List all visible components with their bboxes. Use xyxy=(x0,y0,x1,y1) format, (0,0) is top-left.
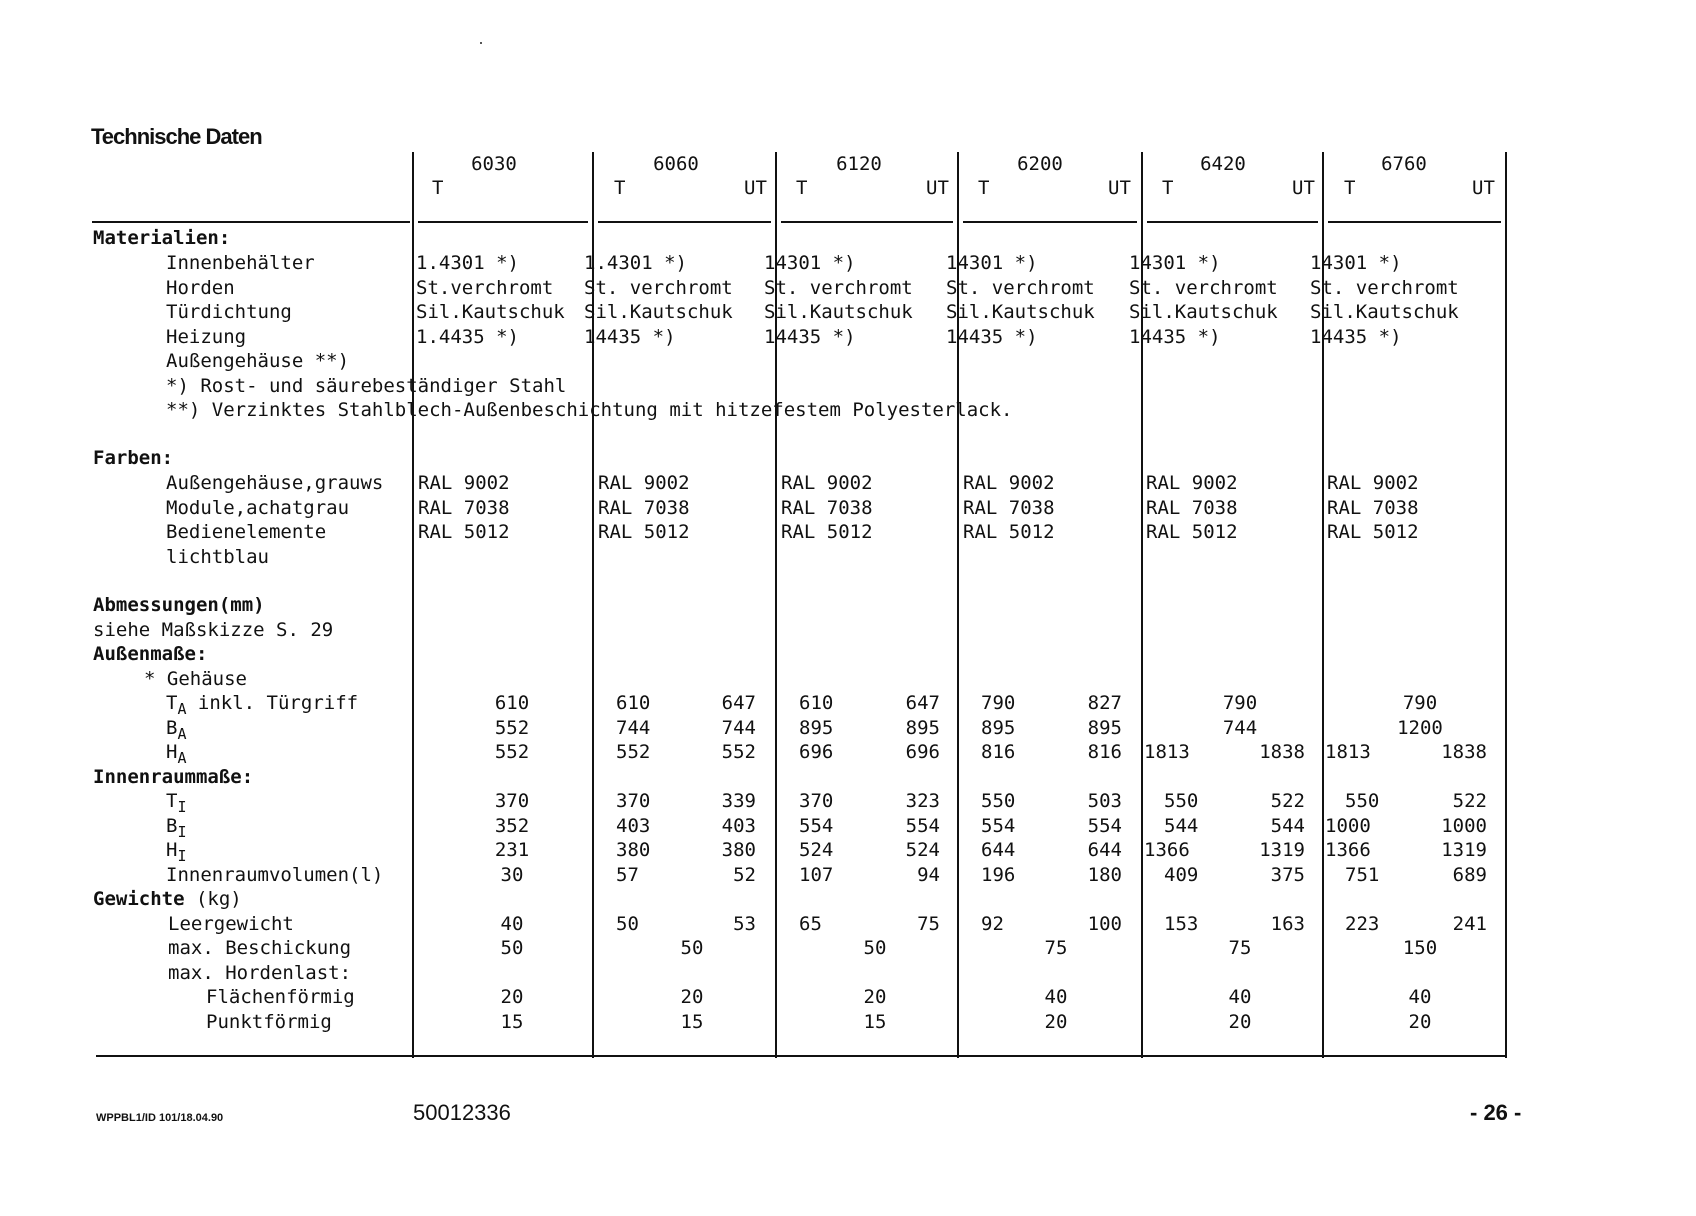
type-t-label: T xyxy=(978,177,990,199)
cell-value-t: 751 xyxy=(1345,863,1380,886)
color-value: RAL 7038 xyxy=(1146,496,1238,519)
subheading-inner: Innenraummaße: xyxy=(93,765,254,788)
row-label-subscript: I xyxy=(177,847,187,865)
color-value: RAL 7038 xyxy=(963,496,1055,519)
material-value: 14435 *) xyxy=(1310,325,1402,348)
table-bottom-rule xyxy=(96,1055,1505,1057)
material-value: 1.4301 *) xyxy=(584,252,687,274)
cell-value-ut: 554 xyxy=(1087,814,1122,837)
footnote-zinc: **) Verzinktes Stahlblech-Außenbeschichtung mit hitzefestem Polyesterlack. xyxy=(166,399,1013,421)
color-value: RAL 9002 xyxy=(963,472,1055,494)
cell-value-t: 895 xyxy=(981,716,1016,739)
color-value: RAL 5012 xyxy=(598,521,690,543)
column-divider xyxy=(412,152,414,1058)
section-heading-materials: Materialien: xyxy=(93,227,231,249)
material-value: 14435 *) xyxy=(584,325,676,348)
type-t-label: T xyxy=(614,177,626,199)
color-value: RAL 5012 xyxy=(1146,521,1238,543)
weights-heading-text: Gewichte xyxy=(93,888,185,910)
row-label-main: T xyxy=(166,790,178,812)
material-value: 14435 *) xyxy=(1129,325,1221,348)
cell-value-t: 790 xyxy=(981,692,1016,714)
cell-value-ut: 524 xyxy=(905,839,940,861)
row-label-subscript: A xyxy=(177,700,187,718)
material-value: St. verchromt xyxy=(1129,276,1278,299)
row-label xyxy=(166,789,186,814)
material-value: St. verchromt xyxy=(946,276,1095,299)
row-label: Bedienelemente xyxy=(166,521,327,543)
cell-value-ut: 100 xyxy=(1087,912,1122,935)
cell-value-ut: 895 xyxy=(1087,716,1122,739)
cell-value-t: 550 xyxy=(1345,790,1380,812)
cell-value: 20 xyxy=(500,986,524,1008)
footnote-stainless: *) Rost- und säurebeständiger Stahl xyxy=(166,374,567,397)
color-value: RAL 7038 xyxy=(598,496,690,519)
cell-value-t: 644 xyxy=(981,839,1016,861)
cell-value-t: 380 xyxy=(616,839,651,861)
header-rule xyxy=(418,221,588,223)
cell-value-ut: 1838 xyxy=(1441,741,1487,763)
cell-value-t: 816 xyxy=(981,741,1016,763)
cell-value-t: 370 xyxy=(799,790,834,812)
header-rule xyxy=(781,221,953,223)
material-value: 14435 *) xyxy=(764,325,856,348)
cell-value-ut: 644 xyxy=(1087,839,1122,861)
cell-value-t: 1366 xyxy=(1325,839,1371,861)
cell-value-ut: 522 xyxy=(1452,790,1487,812)
material-value: Sil.Kautschuk xyxy=(1310,301,1459,323)
color-value: RAL 5012 xyxy=(963,521,1055,543)
cell-value-ut: 163 xyxy=(1270,912,1305,935)
cell-value-t: 554 xyxy=(799,814,834,837)
cell-value-t: 544 xyxy=(1164,814,1199,837)
cell-value-t: 895 xyxy=(799,716,834,739)
row-label xyxy=(166,814,186,839)
header-rule xyxy=(598,221,771,223)
cell-value-ut: 544 xyxy=(1270,814,1305,837)
cell-value-t: 1366 xyxy=(1144,839,1190,861)
cell-value: 75 xyxy=(1044,937,1068,959)
material-value: 14301 *) xyxy=(1129,252,1221,274)
cell-value-ut: 696 xyxy=(905,741,940,763)
header-rule xyxy=(1147,221,1318,223)
section-heading-colors: Farben: xyxy=(93,447,174,469)
cell-value: 552 xyxy=(494,716,530,739)
cell-value-ut: 522 xyxy=(1270,790,1305,812)
cell-value-ut: 1838 xyxy=(1259,741,1305,763)
row-label: Module,achatgrau xyxy=(166,496,350,519)
color-value: RAL 7038 xyxy=(418,496,510,519)
cell-value-ut: 1319 xyxy=(1259,839,1305,861)
type-ut-label: UT xyxy=(926,177,949,199)
cell-value-t: 1813 xyxy=(1325,741,1371,763)
cell-value-t: 107 xyxy=(799,863,834,886)
subheading-outer: Außenmaße: xyxy=(93,643,208,665)
cell-value: 790 xyxy=(1402,692,1438,714)
material-value: St. verchromt xyxy=(584,276,733,299)
color-value: RAL 9002 xyxy=(598,472,690,494)
weights-unit: (kg) xyxy=(184,888,242,910)
cell-value-ut: 1000 xyxy=(1441,814,1487,837)
cell-value-t: 696 xyxy=(799,741,834,763)
row-label-subscript: I xyxy=(177,822,187,841)
row-label-main: Innenraumvolumen(l) xyxy=(166,863,384,886)
model-name: 6120 xyxy=(836,153,882,175)
cell-value-ut: 75 xyxy=(917,912,940,935)
material-value: Sil.Kautschuk xyxy=(946,301,1095,323)
header-rule xyxy=(963,221,1137,223)
document-code: WPPBL1/ID 101/18.04.90 xyxy=(96,1112,224,1124)
cell-value-ut: 380 xyxy=(721,839,756,861)
color-value: RAL 9002 xyxy=(1327,472,1419,494)
type-t-label: T xyxy=(796,177,808,199)
cell-value-ut: 339 xyxy=(721,790,756,812)
cell-value-ut: 503 xyxy=(1087,790,1122,812)
cell-value-ut: 1319 xyxy=(1441,839,1487,861)
color-value: RAL 9002 xyxy=(781,472,873,494)
row-label: Punktförmig xyxy=(206,1010,332,1033)
model-name: 6760 xyxy=(1381,153,1427,175)
cell-value-t: 550 xyxy=(1164,790,1199,812)
model-name: 6420 xyxy=(1200,153,1246,175)
row-label: Außengehäuse **) xyxy=(166,350,350,372)
color-value: RAL 9002 xyxy=(1146,472,1238,494)
cell-value: 15 xyxy=(680,1010,704,1033)
row-label-subscript: I xyxy=(177,798,187,816)
cell-value-t: 744 xyxy=(616,716,651,739)
cell-value: 552 xyxy=(494,741,530,763)
cell-value-ut: 827 xyxy=(1087,692,1122,714)
material-value: St.verchromt xyxy=(416,276,554,299)
material-value: Sil.Kautschuk xyxy=(764,301,913,323)
material-value: 14435 *) xyxy=(946,325,1038,348)
material-value: 14301 *) xyxy=(1310,252,1402,274)
material-value: St. verchromt xyxy=(1310,276,1459,299)
material-value: 1.4301 *) xyxy=(416,252,519,274)
cell-value: 50 xyxy=(500,937,524,959)
cell-value-ut: 180 xyxy=(1087,863,1122,886)
cell-value: 610 xyxy=(494,692,530,714)
type-ut-label: UT xyxy=(1292,177,1315,199)
row-label xyxy=(166,863,383,887)
cell-value-ut: 647 xyxy=(721,692,756,714)
cell-value: 20 xyxy=(1228,1010,1252,1033)
type-ut-label: UT xyxy=(744,177,767,199)
cell-value: 30 xyxy=(500,863,524,886)
row-label xyxy=(166,838,186,863)
cell-value-ut: 552 xyxy=(721,741,756,763)
cell-value: 231 xyxy=(494,839,530,861)
cell-value-t: 223 xyxy=(1345,912,1380,935)
cell-value-t: 65 xyxy=(799,912,822,935)
cell-value-t: 57 xyxy=(616,863,639,886)
cell-value: 50 xyxy=(680,937,704,959)
row-label-main: H xyxy=(166,741,178,763)
row-label: lichtblau xyxy=(166,545,269,568)
cell-value-ut: 403 xyxy=(721,814,756,837)
column-divider xyxy=(1505,152,1507,1058)
document-number: 50012336 xyxy=(413,1100,511,1125)
cell-value: 790 xyxy=(1222,692,1258,714)
dimension-sketch-reference: siehe Maßskizze S. 29 xyxy=(93,618,334,641)
row-label: Türdichtung xyxy=(166,301,292,323)
material-value: Sil.Kautschuk xyxy=(584,301,733,323)
row-label-main: H xyxy=(166,839,178,861)
cell-value-ut: 816 xyxy=(1087,741,1122,763)
cell-value-t: 554 xyxy=(981,814,1016,837)
cell-value-ut: 647 xyxy=(905,692,940,714)
cell-value: 1200 xyxy=(1397,716,1443,739)
cell-value: 352 xyxy=(494,814,530,837)
type-ut-label: UT xyxy=(1108,177,1131,199)
cell-value-t: 153 xyxy=(1164,912,1199,935)
color-value: RAL 5012 xyxy=(1327,521,1419,543)
cell-value: 40 xyxy=(500,912,524,935)
header-rule xyxy=(92,221,410,223)
cell-value: 40 xyxy=(1408,986,1432,1008)
cell-value-t: 610 xyxy=(616,692,651,714)
cell-value: 40 xyxy=(1228,986,1252,1008)
color-value: RAL 7038 xyxy=(781,496,873,519)
material-value: 14301 *) xyxy=(764,252,856,274)
scan-speck xyxy=(480,42,482,44)
cell-value: 20 xyxy=(863,986,887,1008)
cell-value: 20 xyxy=(680,986,704,1008)
housing-label: * Gehäuse xyxy=(144,667,247,690)
row-label-main: T xyxy=(166,692,178,714)
color-value: RAL 7038 xyxy=(1327,496,1419,519)
cell-value-t: 92 xyxy=(981,912,1004,935)
row-label: Innenbehälter xyxy=(166,252,315,274)
row-label-subscript: A xyxy=(177,749,187,767)
cell-value: 75 xyxy=(1228,937,1252,959)
cell-value: 370 xyxy=(494,790,530,812)
cell-value-t: 403 xyxy=(616,814,651,837)
type-t-label: T xyxy=(1344,177,1356,199)
cell-value: 40 xyxy=(1044,986,1068,1008)
type-ut-label: UT xyxy=(1472,177,1495,199)
cell-value-t: 1000 xyxy=(1325,814,1371,837)
cell-value-ut: 689 xyxy=(1452,863,1487,886)
material-value: Sil.Kautschuk xyxy=(416,301,565,323)
cell-value-t: 610 xyxy=(799,692,834,714)
material-value: Sil.Kautschuk xyxy=(1129,301,1278,323)
row-label: Horden xyxy=(166,276,235,299)
cell-value-ut: 744 xyxy=(721,716,756,739)
cell-value: 15 xyxy=(863,1010,887,1033)
page-title: Technische Daten xyxy=(91,124,262,149)
material-value: St. verchromt xyxy=(764,276,913,299)
cell-value-ut: 323 xyxy=(905,790,940,812)
section-heading-weights xyxy=(93,887,242,911)
material-value: 14301 *) xyxy=(946,252,1038,274)
cell-value-ut: 895 xyxy=(905,716,940,739)
material-value: 1.4435 *) xyxy=(416,325,519,348)
cell-value-ut: 554 xyxy=(905,814,940,837)
cell-value-t: 196 xyxy=(981,863,1016,886)
cell-value-t: 524 xyxy=(799,839,834,861)
row-label: Leergewicht xyxy=(168,912,294,935)
cell-value-t: 550 xyxy=(981,790,1016,812)
cell-value: 15 xyxy=(500,1010,524,1033)
row-label: Flächenförmig xyxy=(206,986,355,1008)
header-rule xyxy=(1328,221,1501,223)
type-t-label: T xyxy=(1162,177,1174,199)
cell-value: 50 xyxy=(863,937,887,959)
model-name: 6060 xyxy=(653,153,699,175)
cell-value-ut: 52 xyxy=(733,863,756,886)
row-label-subscript: A xyxy=(177,724,187,743)
row-label: max. Beschickung xyxy=(168,937,352,959)
cell-value-ut: 241 xyxy=(1452,912,1487,935)
row-label xyxy=(166,716,186,741)
row-label xyxy=(166,740,186,765)
model-name: 6030 xyxy=(471,153,517,175)
cell-value-t: 552 xyxy=(616,741,651,763)
row-label-suffix: inkl. Türgriff xyxy=(186,692,359,714)
page-number: - 26 - xyxy=(1470,1100,1522,1125)
cell-value-t: 409 xyxy=(1164,863,1199,886)
color-value: RAL 5012 xyxy=(781,521,873,543)
cell-value-t: 50 xyxy=(616,912,639,935)
cell-value-t: 1813 xyxy=(1144,741,1190,763)
cell-value-ut: 94 xyxy=(917,863,940,886)
row-label: max. Hordenlast: xyxy=(168,961,352,984)
color-value: RAL 5012 xyxy=(418,521,510,543)
row-label: Außengehäuse,grauws xyxy=(166,472,384,494)
model-name: 6200 xyxy=(1017,153,1063,175)
row-label-main: B xyxy=(166,716,178,739)
cell-value: 20 xyxy=(1044,1010,1068,1033)
cell-value: 744 xyxy=(1222,716,1258,739)
cell-value-ut: 375 xyxy=(1270,863,1305,886)
cell-value-ut: 53 xyxy=(733,912,756,935)
type-t-label: T xyxy=(432,177,444,199)
cell-value: 150 xyxy=(1402,937,1438,959)
row-label xyxy=(166,691,358,716)
cell-value: 20 xyxy=(1408,1010,1432,1033)
row-label-main: B xyxy=(166,814,178,837)
section-heading-dimensions: Abmessungen(mm) xyxy=(93,594,265,616)
cell-value-t: 370 xyxy=(616,790,651,812)
row-label: Heizung xyxy=(166,325,247,348)
color-value: RAL 9002 xyxy=(418,472,510,494)
